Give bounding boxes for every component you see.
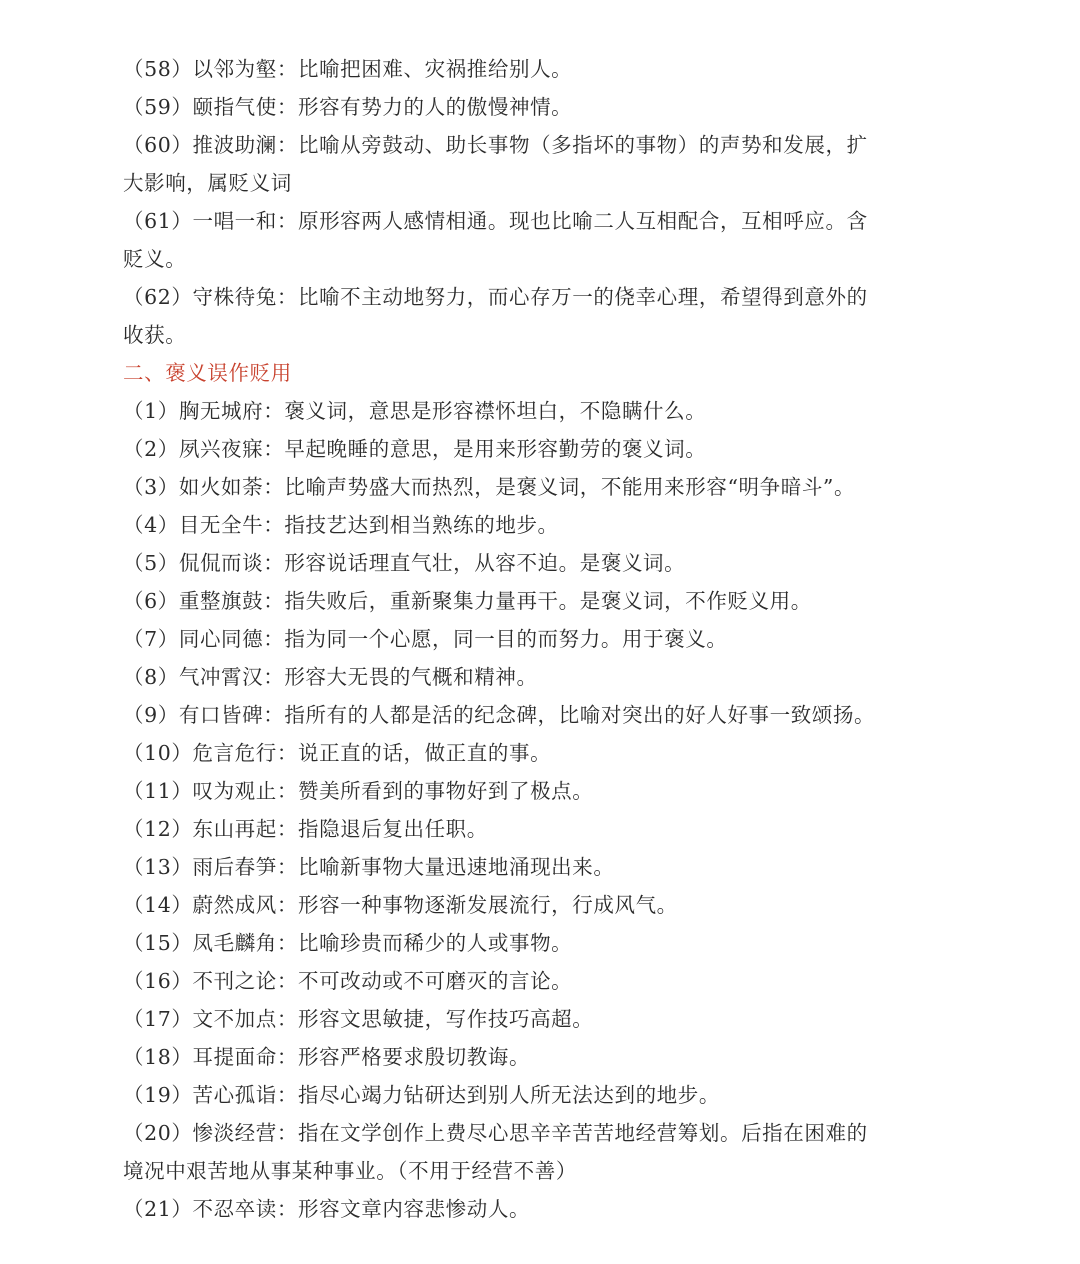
entry-line: （16）不刊之论：不可改动或不可磨灭的言论。 — [123, 969, 573, 993]
entry-line: （61）一唱一和：原形容两人感情相通。现也比喻二人互相配合，互相呼应。含 — [123, 209, 868, 233]
entry-line: 境况中艰苦地从事某种事业。（不用于经营不善） — [123, 1159, 577, 1183]
entry-line: （5）侃侃而谈：形容说话理直气壮，从容不迫。是褒义词。 — [123, 551, 686, 575]
entry-line: （3）如火如荼：比喻声势盛大而热烈，是褒义词，不能用来形容“明争暗斗”。 — [123, 475, 856, 499]
entry-line: （12）东山再起：指隐退后复出任职。 — [123, 817, 488, 841]
document-body — [123, 50, 923, 1228]
entry-line: （8）气冲霄汉：形容大无畏的气概和精神。 — [123, 665, 538, 689]
section-heading: 二、褒义误作贬用 — [123, 361, 292, 385]
entry-line: 贬义。 — [123, 247, 187, 271]
entry-line: （59）颐指气使：形容有势力的人的傲慢神情。 — [123, 95, 573, 119]
entry-line: （20）惨淡经营：指在文学创作上费尽心思辛辛苦苦地经营筹划。后指在困难的 — [123, 1121, 868, 1145]
entry-line: （6）重整旗鼓：指失败后，重新聚集力量再干。是褒义词，不作贬义用。 — [123, 589, 812, 613]
entry-line: （15）凤毛麟角：比喻珍贵而稀少的人或事物。 — [123, 931, 573, 955]
entry-line: （13）雨后春笋：比喻新事物大量迅速地涌现出来。 — [123, 855, 615, 879]
entry-line: 收获。 — [123, 323, 187, 347]
entry-line: （11）叹为观止：赞美所看到的事物好到了极点。 — [123, 779, 594, 803]
entry-line: （18）耳提面命：形容严格要求殷切教诲。 — [123, 1045, 531, 1069]
entry-line: （21）不忍卒读：形容文章内容悲惨动人。 — [123, 1197, 531, 1221]
entry-line: （14）蔚然成风：形容一种事物逐渐发展流行，行成风气。 — [123, 893, 678, 917]
entry-line: （17）文不加点：形容文思敏捷，写作技巧高超。 — [123, 1007, 594, 1031]
entry-line: （58）以邻为壑：比喻把困难、灾祸推给别人。 — [123, 57, 573, 81]
entry-line: （2）夙兴夜寐：早起晚睡的意思，是用来形容勤劳的褒义词。 — [123, 437, 707, 461]
entry-line: （9）有口皆碑：指所有的人都是活的纪念碑，比喻对突出的好人好事一致颂扬。 — [123, 703, 876, 727]
entry-line: （1）胸无城府：褒义词，意思是形容襟怀坦白，不隐瞒什么。 — [123, 399, 707, 423]
entry-line: （19）苦心孤诣：指尽心竭力钻研达到别人所无法达到的地步。 — [123, 1083, 720, 1107]
entry-line: （7）同心同德：指为同一个心愿，同一目的而努力。用于褒义。 — [123, 627, 728, 651]
entry-line: 大影响，属贬义词 — [123, 171, 292, 195]
entry-line: （62）守株待兔：比喻不主动地努力，而心存万一的侥幸心理，希望得到意外的 — [123, 285, 868, 309]
entry-line: （60）推波助澜：比喻从旁鼓动、助长事物（多指坏的事物）的声势和发展，扩 — [123, 133, 868, 157]
entry-line: （10）危言危行：说正直的话，做正直的事。 — [123, 741, 552, 765]
entry-line: （4）目无全牛：指技艺达到相当熟练的地步。 — [123, 513, 559, 537]
